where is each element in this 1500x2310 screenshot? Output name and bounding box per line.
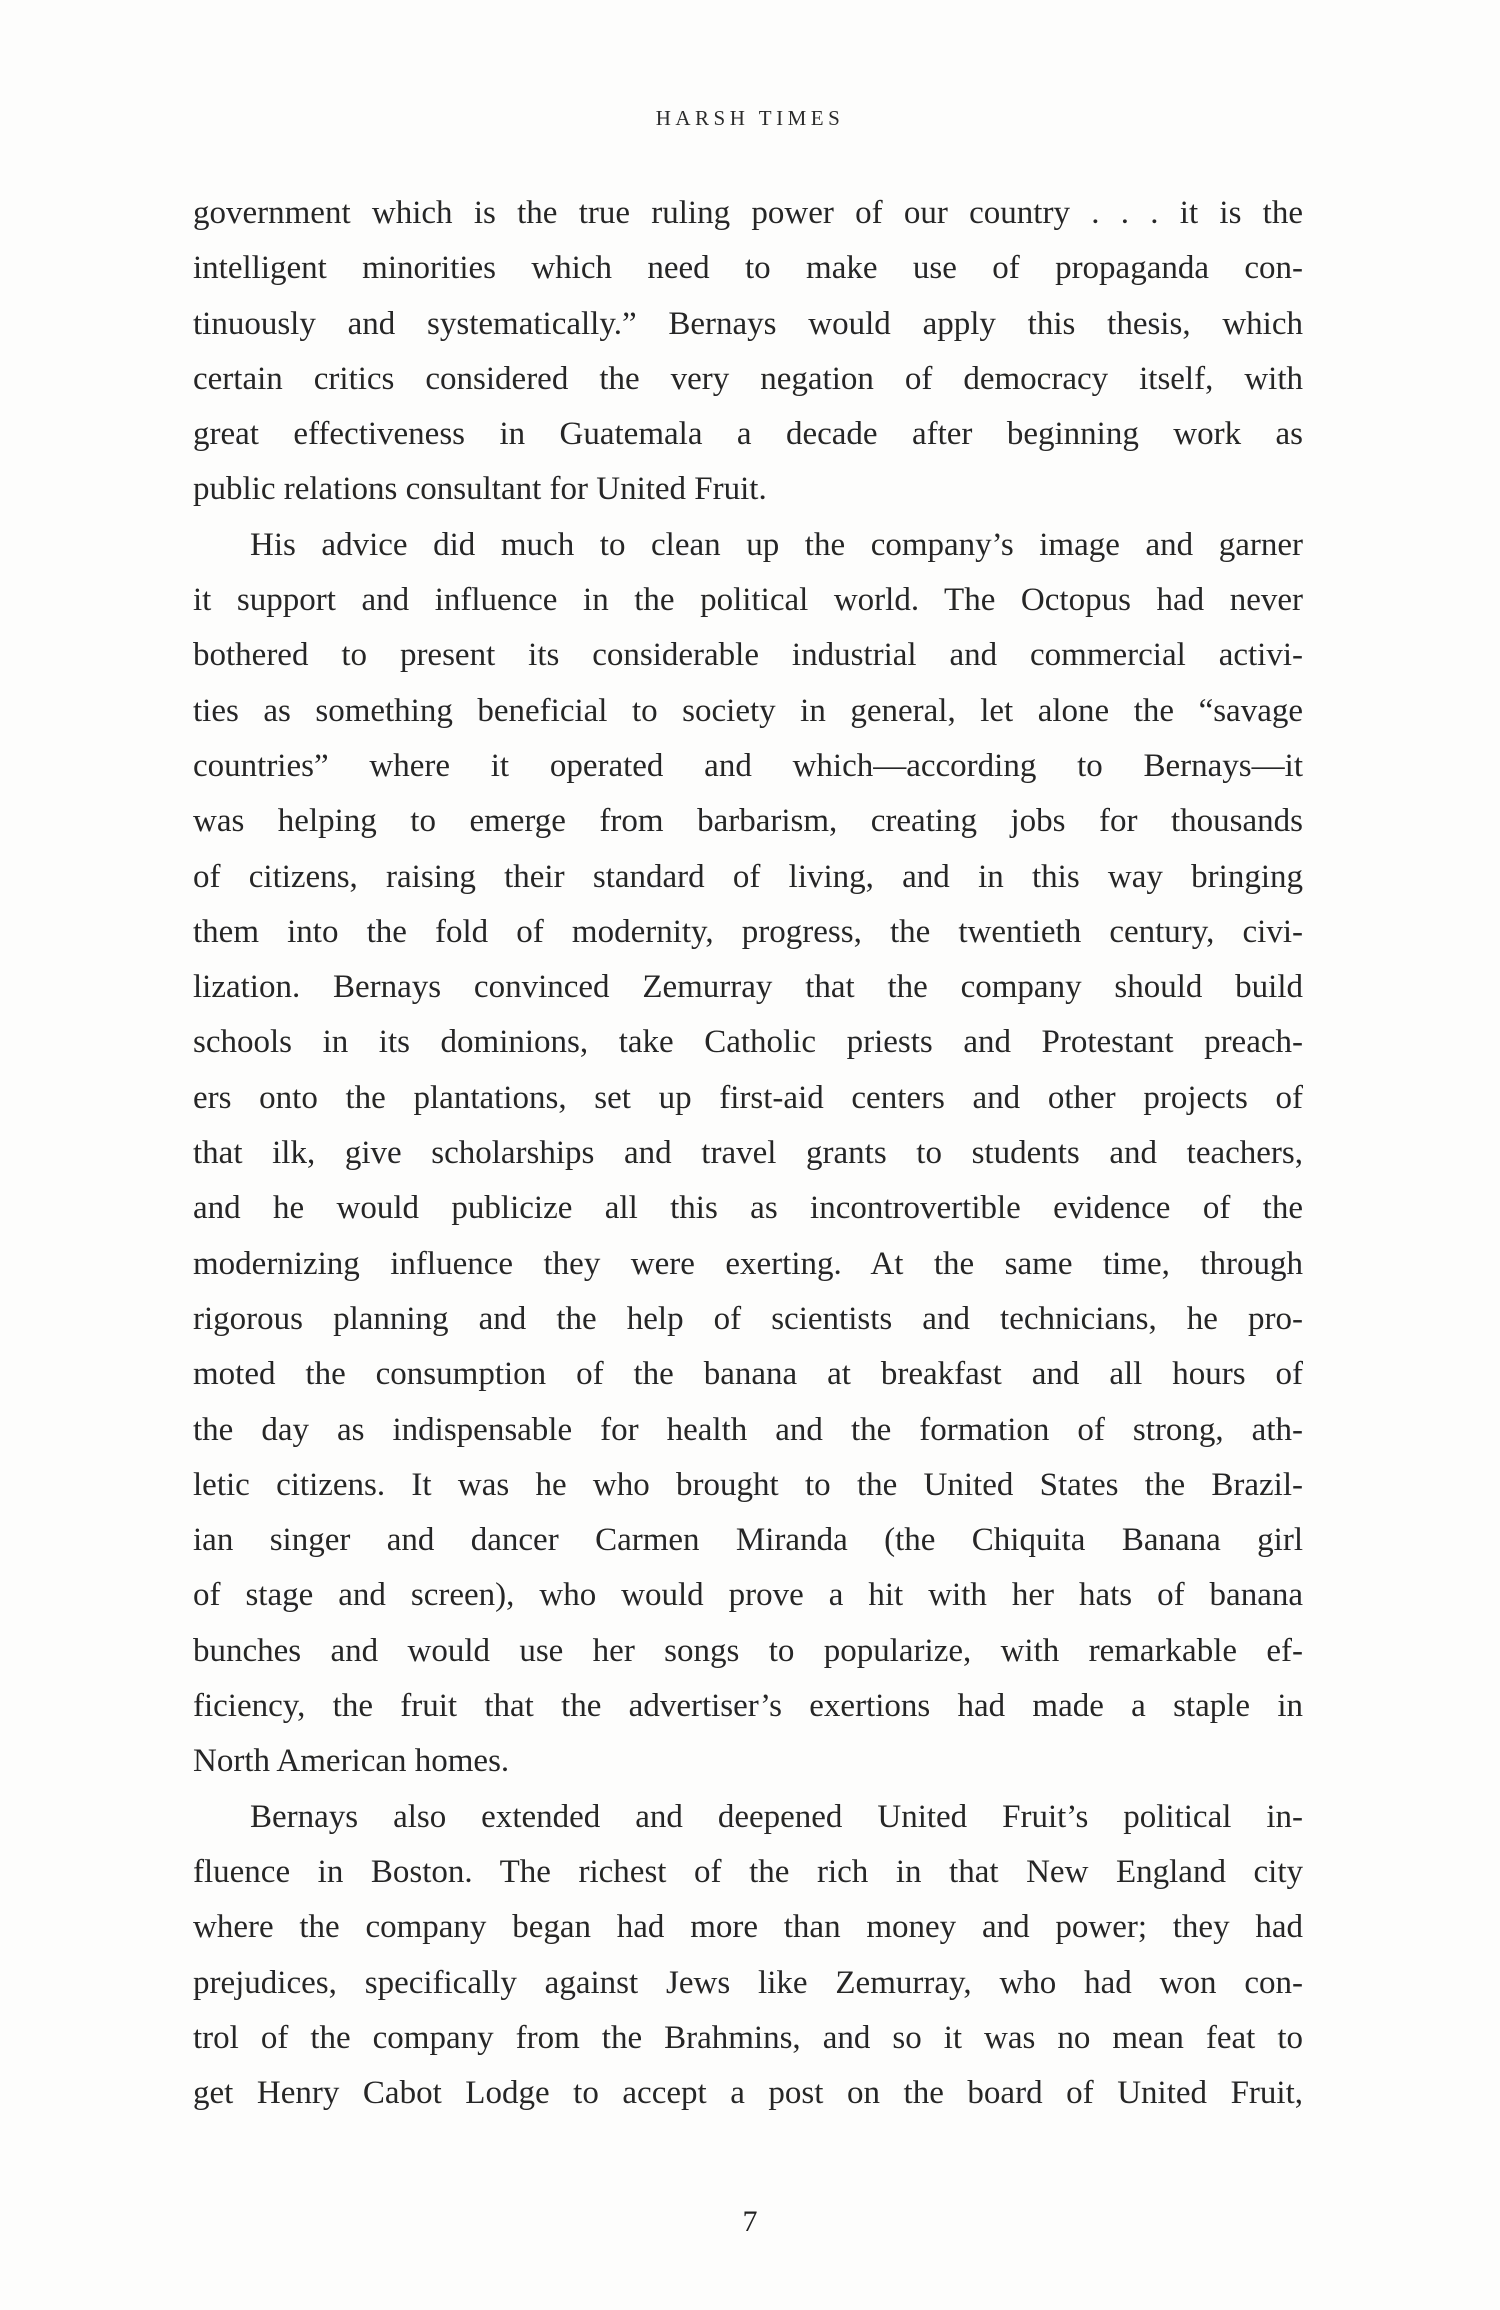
text-line: government which is the true ruling power of our country . . . it is the: [193, 195, 1303, 231]
text-line: trol of the company from the Brahmins, and so it was no mean feat to: [193, 2019, 1303, 2056]
text-line: ers onto the plantations, set up first-aid centers and other projects of: [193, 1079, 1303, 1116]
running-head: HARSH TIMES: [655, 106, 845, 130]
body-text: [193, 186, 1303, 2121]
text-line: schools in its dominions, take Catholic priests and Protestant preach-: [193, 1024, 1303, 1061]
page-number: 7: [742, 2205, 758, 2238]
text-line: ficiency, the fruit that the advertiser’s exertions had made a staple in: [193, 1688, 1303, 1725]
text-line: of citizens, raising their standard of living, and in this way bringing: [193, 858, 1303, 895]
paragraph-3: [193, 1790, 1303, 2122]
text-line: rigorous planning and the help of scientists and technicians, he pro-: [193, 1300, 1303, 1337]
text-line: great effectiveness in Guatemala a decade after beginning work as: [193, 416, 1303, 453]
text-line: tinuously and systematically.” Bernays would apply this thesis, which: [193, 305, 1303, 342]
text-line: Bernays also extended and deepened United Fruit’s political in-: [250, 1798, 1303, 1835]
text-line: where the company began had more than money and power; they had: [193, 1909, 1303, 1946]
text-line: bunches and would use her songs to popularize, with remarkable ef-: [193, 1632, 1303, 1669]
text-line: the day as indispensable for health and the formation of strong, ath-: [193, 1411, 1303, 1448]
text-line: North American homes.: [193, 1743, 510, 1780]
text-line: moted the consumption of the banana at breakfast and all hours of: [193, 1356, 1303, 1393]
text-line: modernizing influence they were exerting. At the same time, through: [193, 1245, 1303, 1282]
text-line: that ilk, give scholarships and travel grants to students and teachers,: [193, 1135, 1303, 1172]
text-line: bothered to present its considerable industrial and commercial activi-: [193, 637, 1303, 674]
text-line: them into the fold of modernity, progress, the twentieth century, civi-: [193, 913, 1303, 950]
text-line: ties as something beneficial to society in general, let alone the “savage: [193, 692, 1303, 729]
text-line: get Henry Cabot Lodge to accept a post on the board of United Fruit,: [193, 2075, 1303, 2112]
text-line: intelligent minorities which need to make use of propaganda con-: [193, 250, 1303, 287]
text-line: countries” where it operated and which—according to Bernays—it: [193, 747, 1303, 784]
paragraph-2: [193, 518, 1303, 1790]
text-line: fluence in Boston. The richest of the rich in that New England city: [193, 1853, 1303, 1890]
text-line: public relations consultant for United Fruit.: [193, 471, 767, 508]
text-line: letic citizens. It was he who brought to the United States the Brazil-: [193, 1466, 1303, 1503]
paragraph-1: [193, 186, 1303, 518]
text-line: His advice did much to clean up the company’s image and garner: [250, 526, 1303, 563]
text-line: lization. Bernays convinced Zemurray that the company should build: [193, 969, 1303, 1006]
text-line: it support and influence in the political world. The Octopus had never: [193, 582, 1303, 619]
text-line: of stage and screen), who would prove a hit with her hats of banana: [193, 1577, 1303, 1614]
text-line: was helping to emerge from barbarism, creating jobs for thousands: [193, 803, 1303, 840]
text-line: ian singer and dancer Carmen Miranda (the Chiquita Banana girl: [193, 1522, 1303, 1559]
text-line: certain critics considered the very negation of democracy itself, with: [193, 360, 1303, 397]
text-line: and he would publicize all this as incontrovertible evidence of the: [193, 1190, 1303, 1227]
text-line: prejudices, specifically against Jews like Zemurray, who had won con-: [193, 1964, 1303, 2001]
